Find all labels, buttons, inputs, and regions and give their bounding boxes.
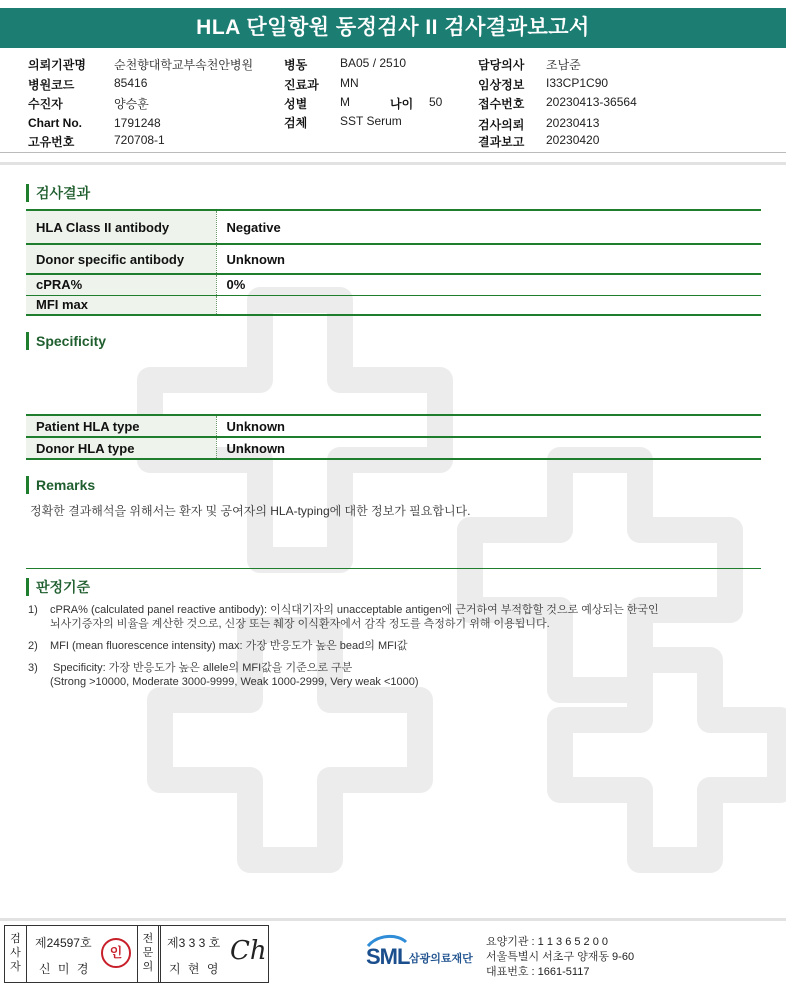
- info-value-request-date: 20230413: [546, 116, 600, 130]
- info-value-sex: M: [340, 95, 350, 109]
- info-label-specimen: 검체: [284, 116, 308, 130]
- contact-line: 요양기관 : 1 1 3 6 5 2 0 0: [486, 936, 609, 948]
- info-value-chart-no: 1791248: [114, 116, 161, 130]
- list-item: [28, 639, 768, 653]
- info-value-department: MN: [340, 76, 359, 90]
- table-row: [26, 415, 761, 437]
- info-label-chart-no: Chart No.: [28, 116, 82, 130]
- hla-type-table: [26, 414, 761, 460]
- result-key: MFI max: [26, 295, 216, 315]
- info-label-age: 나이: [390, 97, 414, 111]
- info-value-doctor: 조남준: [546, 58, 581, 72]
- inspector-name: 신 미 경: [39, 962, 91, 976]
- remarks-text: 정확한 결과해석을 위해서는 환자 및 공여자의 HLA-typing에 대한 정보가 필요합니다.: [30, 504, 471, 518]
- result-key: Donor specific antibody: [26, 244, 216, 274]
- criteria-line: cPRA% (calculated panel reactive antibody): 이식대기자의 unacceptable antigen에 근거하여 부적합할 것으로 예상되는 한국인: [50, 604, 659, 616]
- info-label-receipt-no: 접수번호: [478, 97, 525, 111]
- table-row: [26, 244, 761, 274]
- info-label-patient: 수진자: [28, 97, 63, 111]
- info-label-ward: 병동: [284, 58, 308, 72]
- result-key: cPRA%: [26, 274, 216, 295]
- list-item: [28, 661, 768, 689]
- result-value: Unknown: [226, 251, 285, 267]
- info-label-institution: 의뢰기관명: [28, 58, 86, 72]
- contact-line: 서울특별시 서초구 양재동 9-60: [486, 951, 635, 963]
- criteria-line: (Strong >10000, Moderate 3000-9999, Weak 1000-2999, Very weak <1000): [50, 676, 419, 688]
- org-name: 삼광의료재단: [409, 953, 473, 965]
- info-label-department: 진료과: [284, 78, 319, 92]
- approver-label-text: 전문의: [142, 933, 154, 973]
- hla-value: Unknown: [226, 440, 285, 456]
- result-value: Negative: [226, 219, 281, 235]
- section-title-criteria: 판정기준: [26, 578, 90, 596]
- result-table: [26, 209, 761, 316]
- list-number: 1): [28, 604, 38, 616]
- org-logo-text: SML: [366, 944, 410, 969]
- result-value: [216, 295, 761, 315]
- info-value-clinical-info: I33CP1C90: [546, 76, 609, 90]
- hla-key: Donor HLA type: [26, 437, 216, 459]
- signature-box: [4, 925, 269, 983]
- info-value-receipt-no: 20230413-36564: [546, 95, 637, 109]
- info-value-report-date: 20230420: [546, 133, 600, 147]
- list-number: 3): [28, 662, 38, 674]
- info-value-hospital-code: 85416: [114, 76, 148, 90]
- contact-line: 대표번호 : 1661-5117: [486, 966, 590, 978]
- report-title: HLA 단일항원 동정검사 II 검사결과보고서: [0, 8, 786, 48]
- criteria-line: 뇌사기증자의 비율을 계산한 것으로, 신장 또는 췌장 이식환자에서 감작 정도를 측정하기 위해 이용됩니다.: [50, 618, 550, 630]
- list-item: [28, 603, 768, 631]
- result-key: HLA Class II antibody: [26, 210, 216, 244]
- section-title-remarks: Remarks: [26, 476, 95, 494]
- table-row: [26, 437, 761, 459]
- criteria-list: [28, 603, 768, 697]
- info-label-clinical-info: 임상정보: [478, 78, 525, 92]
- table-row: [26, 274, 761, 295]
- info-label-report-date: 결과보고: [478, 135, 525, 149]
- info-value-institution: 순천향대학교부속천안병원: [114, 58, 254, 72]
- hla-value: Unknown: [226, 418, 285, 434]
- info-label-request-date: 검사의뢰: [478, 118, 525, 132]
- hla-key: Patient HLA type: [26, 415, 216, 437]
- divider: [0, 918, 786, 921]
- approver-license-no: 제3 3 3 호: [167, 936, 221, 950]
- section-title-result: 검사결과: [26, 184, 90, 202]
- seal-stamp: 인: [101, 938, 131, 968]
- result-value: 0%: [226, 277, 246, 293]
- contact-info: [486, 935, 634, 980]
- divider: [26, 568, 761, 569]
- divider: [160, 926, 161, 982]
- divider: [0, 152, 786, 153]
- section-title-specificity: Specificity: [26, 332, 106, 350]
- table-row: [26, 210, 761, 244]
- table-row: [26, 295, 761, 315]
- patient-info-block: [0, 56, 786, 152]
- info-value-ward: BA05 / 2510: [340, 56, 407, 70]
- info-value-age: 50: [429, 95, 443, 109]
- info-value-patient: 양승훈: [114, 97, 149, 111]
- inspector-license-no: 제24597호: [35, 936, 92, 950]
- list-number: 2): [28, 640, 38, 652]
- criteria-line: Specificity: 가장 반응도가 높은 allele의 MFI값을 기준으로 구분: [50, 662, 353, 674]
- inspector-label-text: 검사자: [10, 933, 21, 973]
- approver-label: [137, 926, 159, 982]
- info-label-hospital-code: 병원코드: [28, 78, 75, 92]
- info-value-specimen: SST Serum: [340, 114, 402, 128]
- handwritten-signature: Ch: [230, 936, 267, 966]
- info-label-unique-no: 고유번호: [28, 135, 75, 149]
- approver-name: 지 현 영: [169, 962, 221, 976]
- divider: [0, 162, 786, 165]
- info-value-unique-no: 720708-1: [114, 133, 165, 147]
- inspector-label: [5, 926, 27, 982]
- info-label-doctor: 담당의사: [478, 58, 525, 72]
- info-label-sex: 성별: [284, 97, 308, 111]
- criteria-line: MFI (mean fluorescence intensity) max: 가장 반응도가 높은 bead의 MFI값: [50, 640, 408, 652]
